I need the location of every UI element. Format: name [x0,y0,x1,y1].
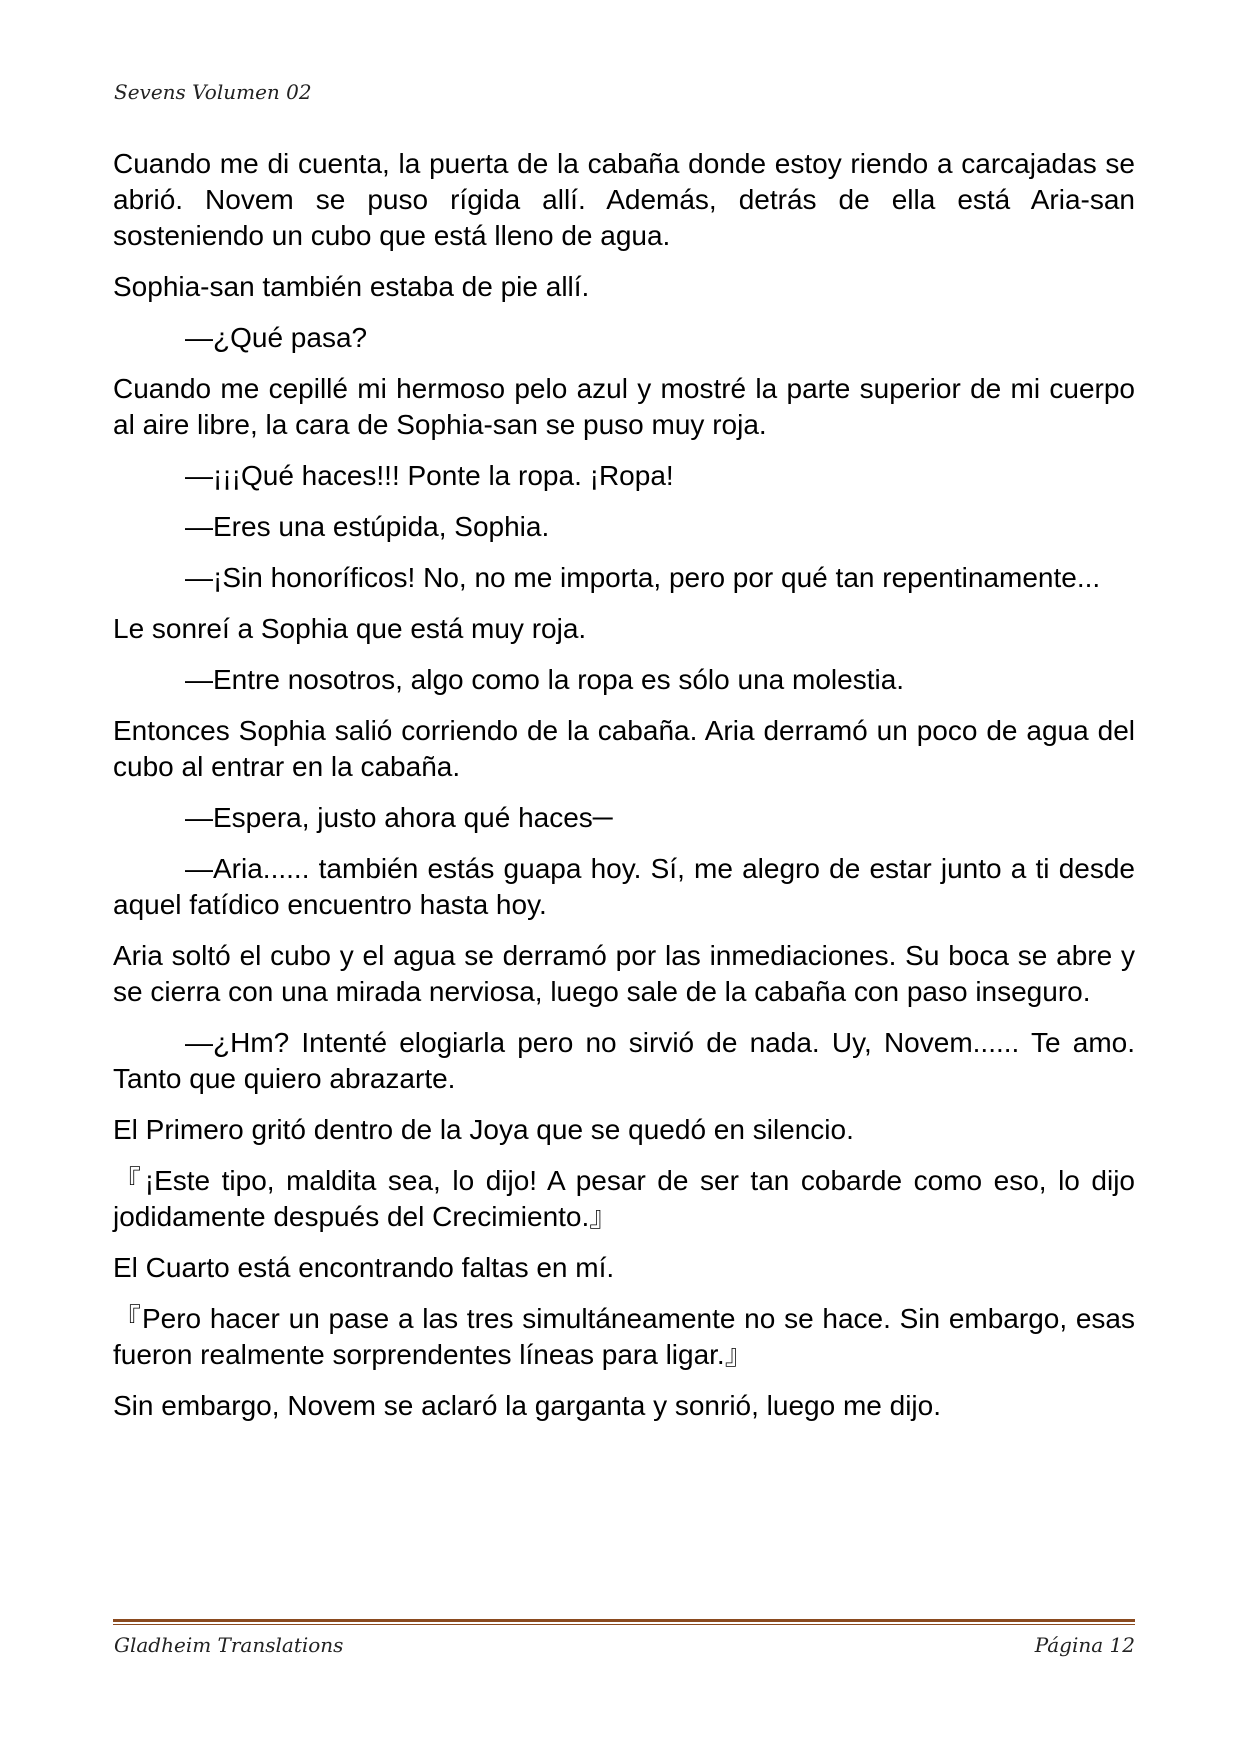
paragraph: Sin embargo, Novem se aclaró la garganta y sonrió, luego me dijo. [113,1390,941,1421]
paragraph: Cuando me di cuenta, la puerta de la cabaña donde estoy riendo a carcajadas se abrió. Novem se puso rígida allí. Además, detrás de ella está Aria-san sosteniendo un cubo que está lleno de agua. [113,148,1135,251]
dialogue-line: —¡Sin honoríficos! No, no me importa, pero por qué tan repentinamente... [185,562,1101,593]
dialogue-line: —¡¡¡Qué haces!!! Ponte la ropa. ¡Ropa! [185,460,674,491]
quoted-line: 『Pero hacer un pase a las tres simultáneamente no se hace. Sin embargo, esas fueron realmente sorprendentes líneas para ligar.』 [113,1303,1135,1370]
footer-divider [113,1619,1135,1625]
dialogue-line: —¿Hm? Intenté elogiarla pero no sirvió de nada. Uy, Novem...... Te amo. Tanto que quiero abrazarte. [113,1027,1135,1094]
paragraph: Cuando me cepillé mi hermoso pelo azul y mostré la parte superior de mi cuerpo al aire libre, la cara de Sophia-san se puso muy roja. [113,373,1135,440]
dialogue-line: —Espera, justo ahora qué haces─ [185,802,613,833]
paragraph: Le sonreí a Sophia que está muy roja. [113,613,587,644]
page-number: Página 12 [1034,1633,1135,1657]
paragraph: Entonces Sophia salió corriendo de la cabaña. Aria derramó un poco de agua del cubo al entrar en la cabaña. [113,715,1135,782]
footer-credit: Gladheim Translations [114,1633,344,1657]
dialogue-line: —Entre nosotros, algo como la ropa es sólo una molestia. [185,664,905,695]
quoted-line: 『¡Este tipo, maldita sea, lo dijo! A pesar de ser tan cobarde como eso, lo dijo jodidamente después del Crecimiento.』 [113,1165,1135,1232]
dialogue-line: —Aria...... también estás guapa hoy. Sí, me alegro de estar junto a ti desde aquel fatídico encuentro hasta hoy. [113,853,1135,920]
paragraph: Aria soltó el cubo y el agua se derramó por las inmediaciones. Su boca se abre y se cierra con una mirada nerviosa, luego sale de la cabaña con paso inseguro. [113,940,1135,1007]
paragraph: El Primero gritó dentro de la Joya que se quedó en silencio. [113,1114,854,1145]
paragraph: El Cuarto está encontrando faltas en mí. [113,1252,615,1283]
paragraph: Sophia-san también estaba de pie allí. [113,271,590,302]
dialogue-line: —Eres una estúpida, Sophia. [185,511,550,542]
running-header: Sevens Volumen 02 [114,80,312,104]
dialogue-line: —¿Qué pasa? [185,322,368,353]
page-body [113,146,1135,1439]
